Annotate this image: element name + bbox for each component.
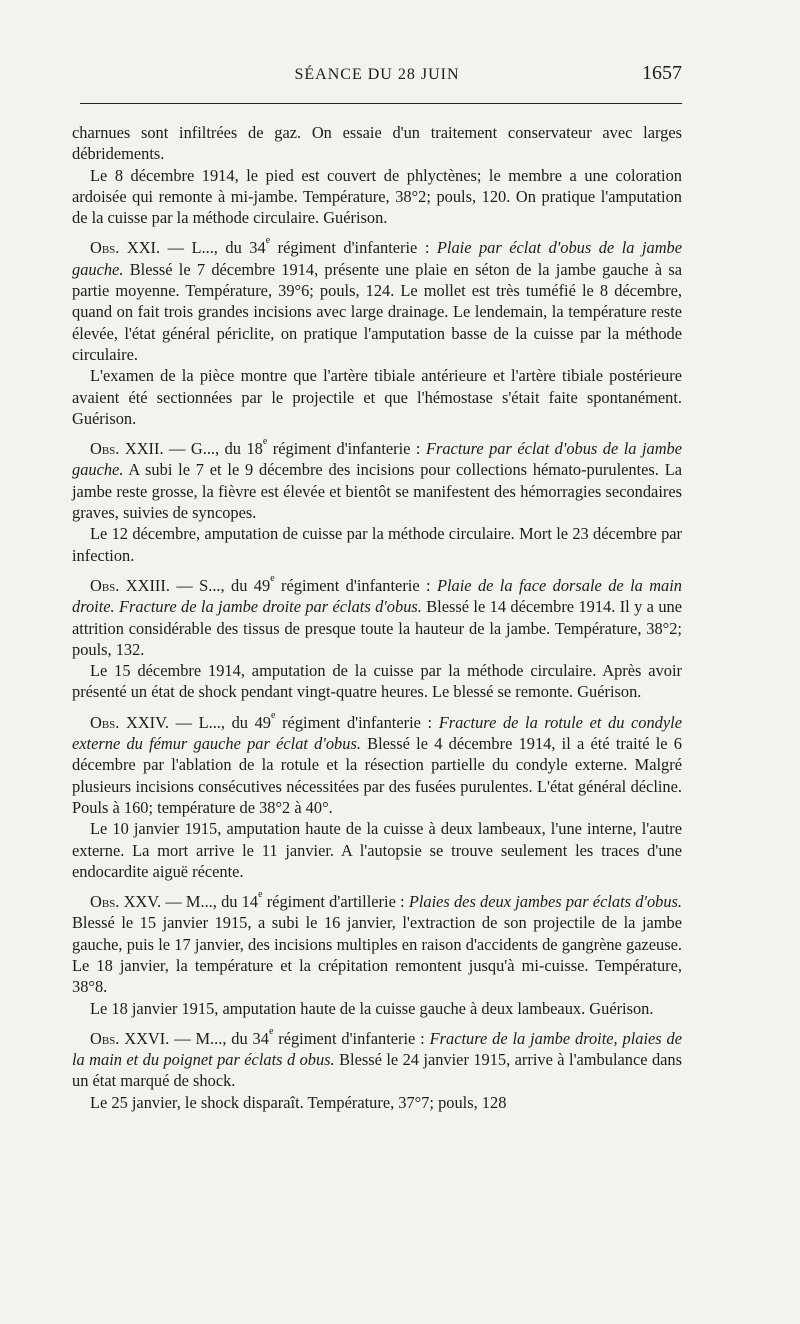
page-number: 1657 [642, 62, 682, 84]
observation-paragraph [72, 709, 682, 818]
observation-text: Blessé le 4 décembre 1914, il a été traité le 6 décembre par l'ablation de la rotule et la résection partielle du condyle externe. Malgré plusieurs incisions consécutives nécessitées par des fusées purulentes. L'état général décline. Pouls à 160; température de 38°2 à 40°. [72, 734, 682, 817]
observation-text: Blessé le 15 janvier 1915, a subi le 16 janvier, l'extraction de son projectile de la jambe gauche, puis le 17 janvier, des incisions multiples en raison d'accidents de gangrène gazeuse. Le 18 janvier, la température et la crépitation remontent jusqu'à mi-cuisse. Température, 38°8. [72, 913, 682, 997]
paragraph: Le 12 décembre, amputation de cuisse par la méthode circulaire. Mort le 23 décembre par infection. [72, 524, 682, 565]
paragraph: Le 25 janvier, le shock disparaît. Température, 37°7; pouls, 128 [90, 1092, 507, 1112]
body-text [72, 122, 682, 1113]
observation-label: Obs. XXI. [90, 238, 161, 258]
ordinal-suffix: e [270, 572, 275, 584]
observation-paragraph [72, 237, 682, 365]
observation-label: Obs. XXIV. [90, 712, 169, 732]
observation-paragraph [72, 438, 682, 523]
paragraph: Le 10 janvier 1915, amputation haute de la cuisse à deux lambeaux, l'une interne, l'autre externe. La mort arrive le 11 janvier. A l'autopsie se trouve seulement les traces d'une endocardite aiguë récente. [72, 819, 682, 881]
observation-label: Obs. XXV. [90, 892, 162, 912]
header-title: SÉANCE DU 28 JUIN [294, 66, 460, 83]
observation-lead: — S..., du 49 [169, 575, 271, 595]
observation-text: A subi le 7 et le 9 décembre des incisions pour collections hémato-purulentes. La jambe reste grosse, la fièvre est élevée et bientôt se manifestent des hémorragies secondaires graves, suivies de syncopes. [72, 460, 682, 523]
observation-lead-2: régiment d'infanterie : [275, 712, 439, 732]
observation-paragraph [72, 891, 682, 997]
running-header [72, 62, 682, 92]
observation-lead: — M..., du 14 [161, 892, 259, 912]
observation-lead-2: régiment d'infanterie : [273, 1028, 430, 1048]
diagnosis: Plaies des deux jambes par éclats d'obus. [408, 892, 683, 912]
ordinal-suffix: e [265, 235, 271, 247]
observation-text: Blessé le 24 janvier 1915, arrive à l'ambulance dans un état marqué de shock. [72, 1050, 682, 1091]
diagnosis: Fracture de la rotule et du condyle externe du fémur gauche par éclat d'obus. [72, 712, 682, 754]
observation-lead: — G..., du 18 [163, 439, 263, 459]
diagnosis: Plaie par éclat d'obus de la jambe gauche. [72, 238, 682, 279]
header-rule [80, 103, 682, 104]
paragraph: Le 15 décembre 1914, amputation de la cuisse par la méthode circulaire. Après avoir présenté un état de shock pendant vingt-quatre heures. Le blessé se remonte. Guérison. [72, 661, 682, 702]
observation-lead: — L..., du 34 [160, 238, 266, 258]
diagnosis: Fracture par éclat d'obus de la jambe gauche. [72, 439, 682, 480]
observation-text: Blessé le 14 décembre 1914. Il y a une attrition considérable des tissus de presque toute la hauteur de la jambe. Température, 38°2; pouls, 132. [72, 597, 682, 659]
observation-paragraph [72, 1025, 682, 1092]
observation-paragraph [72, 572, 682, 660]
paragraph: L'examen de la pièce montre que l'artère tibiale antérieure et l'artère tibiale postérieure avaient été sectionnées par le projectile et que l'hémostase s'était faite spontanément. Guérison. [72, 366, 682, 428]
observation-lead-2: régiment d'artillerie : [262, 892, 409, 912]
observation-lead: — M..., du 34 [169, 1028, 269, 1048]
diagnosis: Fracture de la jambe droite, plaies de la main et du poignet par éclats d obus. [72, 1028, 682, 1070]
observation-text: Blessé le 7 décembre 1914, présente une plaie en séton de la jambe gauche à sa partie moyenne. Température, 39°6; pouls, 124. Le mollet est très tuméfié le 8 décembre, quand on fait trois grandes incisions avec large drainage. Le lendemain, la température reste élevée, l'état général périclite, on pratique l'amputation basse de la cuisse par la méthode circulaire. [72, 259, 682, 364]
observation-label: Obs. XXIII. [90, 575, 170, 595]
observation-label: Obs. XXVI. [90, 1028, 170, 1048]
observation-lead: — L..., du 49 [168, 712, 272, 732]
ordinal-suffix: e [271, 709, 276, 721]
observation-lead-2: régiment d'infanterie : [270, 238, 437, 258]
ordinal-suffix: e [268, 1025, 274, 1037]
observation-lead-2: régiment d'infanterie : [267, 439, 426, 459]
observation-lead-2: régiment d'infanterie : [274, 575, 437, 595]
ordinal-suffix: e [258, 889, 263, 901]
paragraph: Le 8 décembre 1914, le pied est couvert de phlyctènes; le membre a une coloration ardoisée qui remonte à mi-jambe. Température, 38°2; pouls, 120. On pratique l'amputation de la cuisse par la méthode circulaire. Guérison. [72, 165, 682, 228]
ordinal-suffix: e [262, 436, 268, 448]
paragraph: charnues sont infiltrées de gaz. On essaie d'un traitement conservateur avec larges débridements. [72, 123, 682, 164]
paragraph: Le 18 janvier 1915, amputation haute de la cuisse gauche à deux lambeaux. Guérison. [90, 998, 654, 1018]
observation-label: Obs. XXII. [90, 439, 164, 459]
diagnosis: Plaie de la face dorsale de la main droite. Fracture de la jambe droite par éclats d'obus. [72, 575, 682, 617]
